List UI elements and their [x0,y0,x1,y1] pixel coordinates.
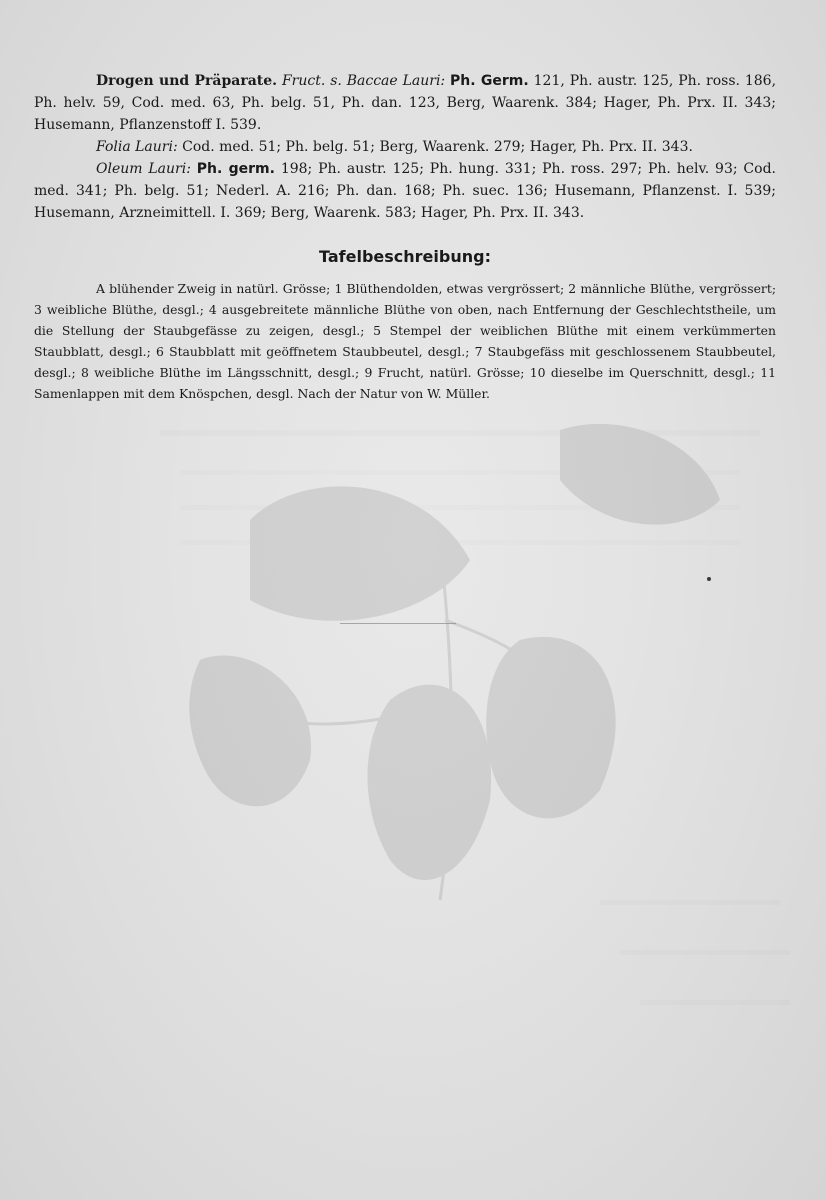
folia-name: Folia Lauri: [96,139,178,155]
tafel-heading: Tafelbeschreibung: [319,247,491,266]
ink-dot [707,577,711,581]
folia-refs: Cod. med. 51; Ph. belg. 51; Berg, Waarenk. 279; Hager, Ph. Prx. II. 343. [182,139,693,155]
divider-rule [340,623,456,624]
oleum-name: Oleum Lauri: [96,161,191,177]
page-content [34,70,776,404]
oleum-ph-germ: Ph. germ. [196,161,275,177]
drogen-paragraph-oleum [34,158,776,224]
tafel-description: A blühender Zweig in natürl. Grösse; 1 Blüthendolden, etwas vergrössert; 2 männliche Blüthe, vergrössert; 3 weibliche Blüthe, desgl.; 4 ausgebreitete männliche Blüthe von oben, nach Entfernung der Geschlechtstheile, um die Stellung der Staubgefässe zu zeigen, desgl.; 5 Stempel der weiblichen Blüthe mit einem verkümmerten Staubblatt, desgl.; 6 Staubblatt mit geöffnetem Staubbeutel, desgl.; 7 Staubgefäss mit geschlossenem Staubbeutel, desgl.; 8 weibliche Blüthe im Längsschnitt, desgl.; 9 Frucht, natürl. Grösse; 10 dieselbe im Querschnitt, desgl.; 11 Samenlappen mit dem Knöspchen, desgl. Nach der Natur von W. Müller. [34,281,776,401]
drogen-paragraph-fruct [34,70,776,136]
oleum-refs: 198; Ph. austr. 125; Ph. hung. 331; Ph. ross. 297; Ph. helv. 93; Cod. med. 341; Ph. belg. 51; Nederl. A. 216; Ph. dan. 168; Ph. suec. 136; Husemann, Pflanzenst. I. 539; Husemann, Arzneimittell. I. 369; Berg, Waarenk. 583; Hager, Ph. Prx. II. 343. [34,161,776,221]
fruct-name: Fruct. s. Baccae Lauri: [281,73,446,89]
drogen-label: Drogen und Präparate. [96,73,278,89]
fruct-refs: 121, Ph. austr. 125, Ph. ross. 186, Ph. helv. 59, Cod. med. 63, Ph. belg. 51, Ph. dan. 123, Berg, Waarenk. 384; Hager, Ph. Prx. II. 343; Husemann, Pflanzenstoff I. 539. [34,73,777,133]
fruct-ph-germ: Ph. Germ. [450,73,529,89]
drogen-paragraph-folia [34,136,776,158]
